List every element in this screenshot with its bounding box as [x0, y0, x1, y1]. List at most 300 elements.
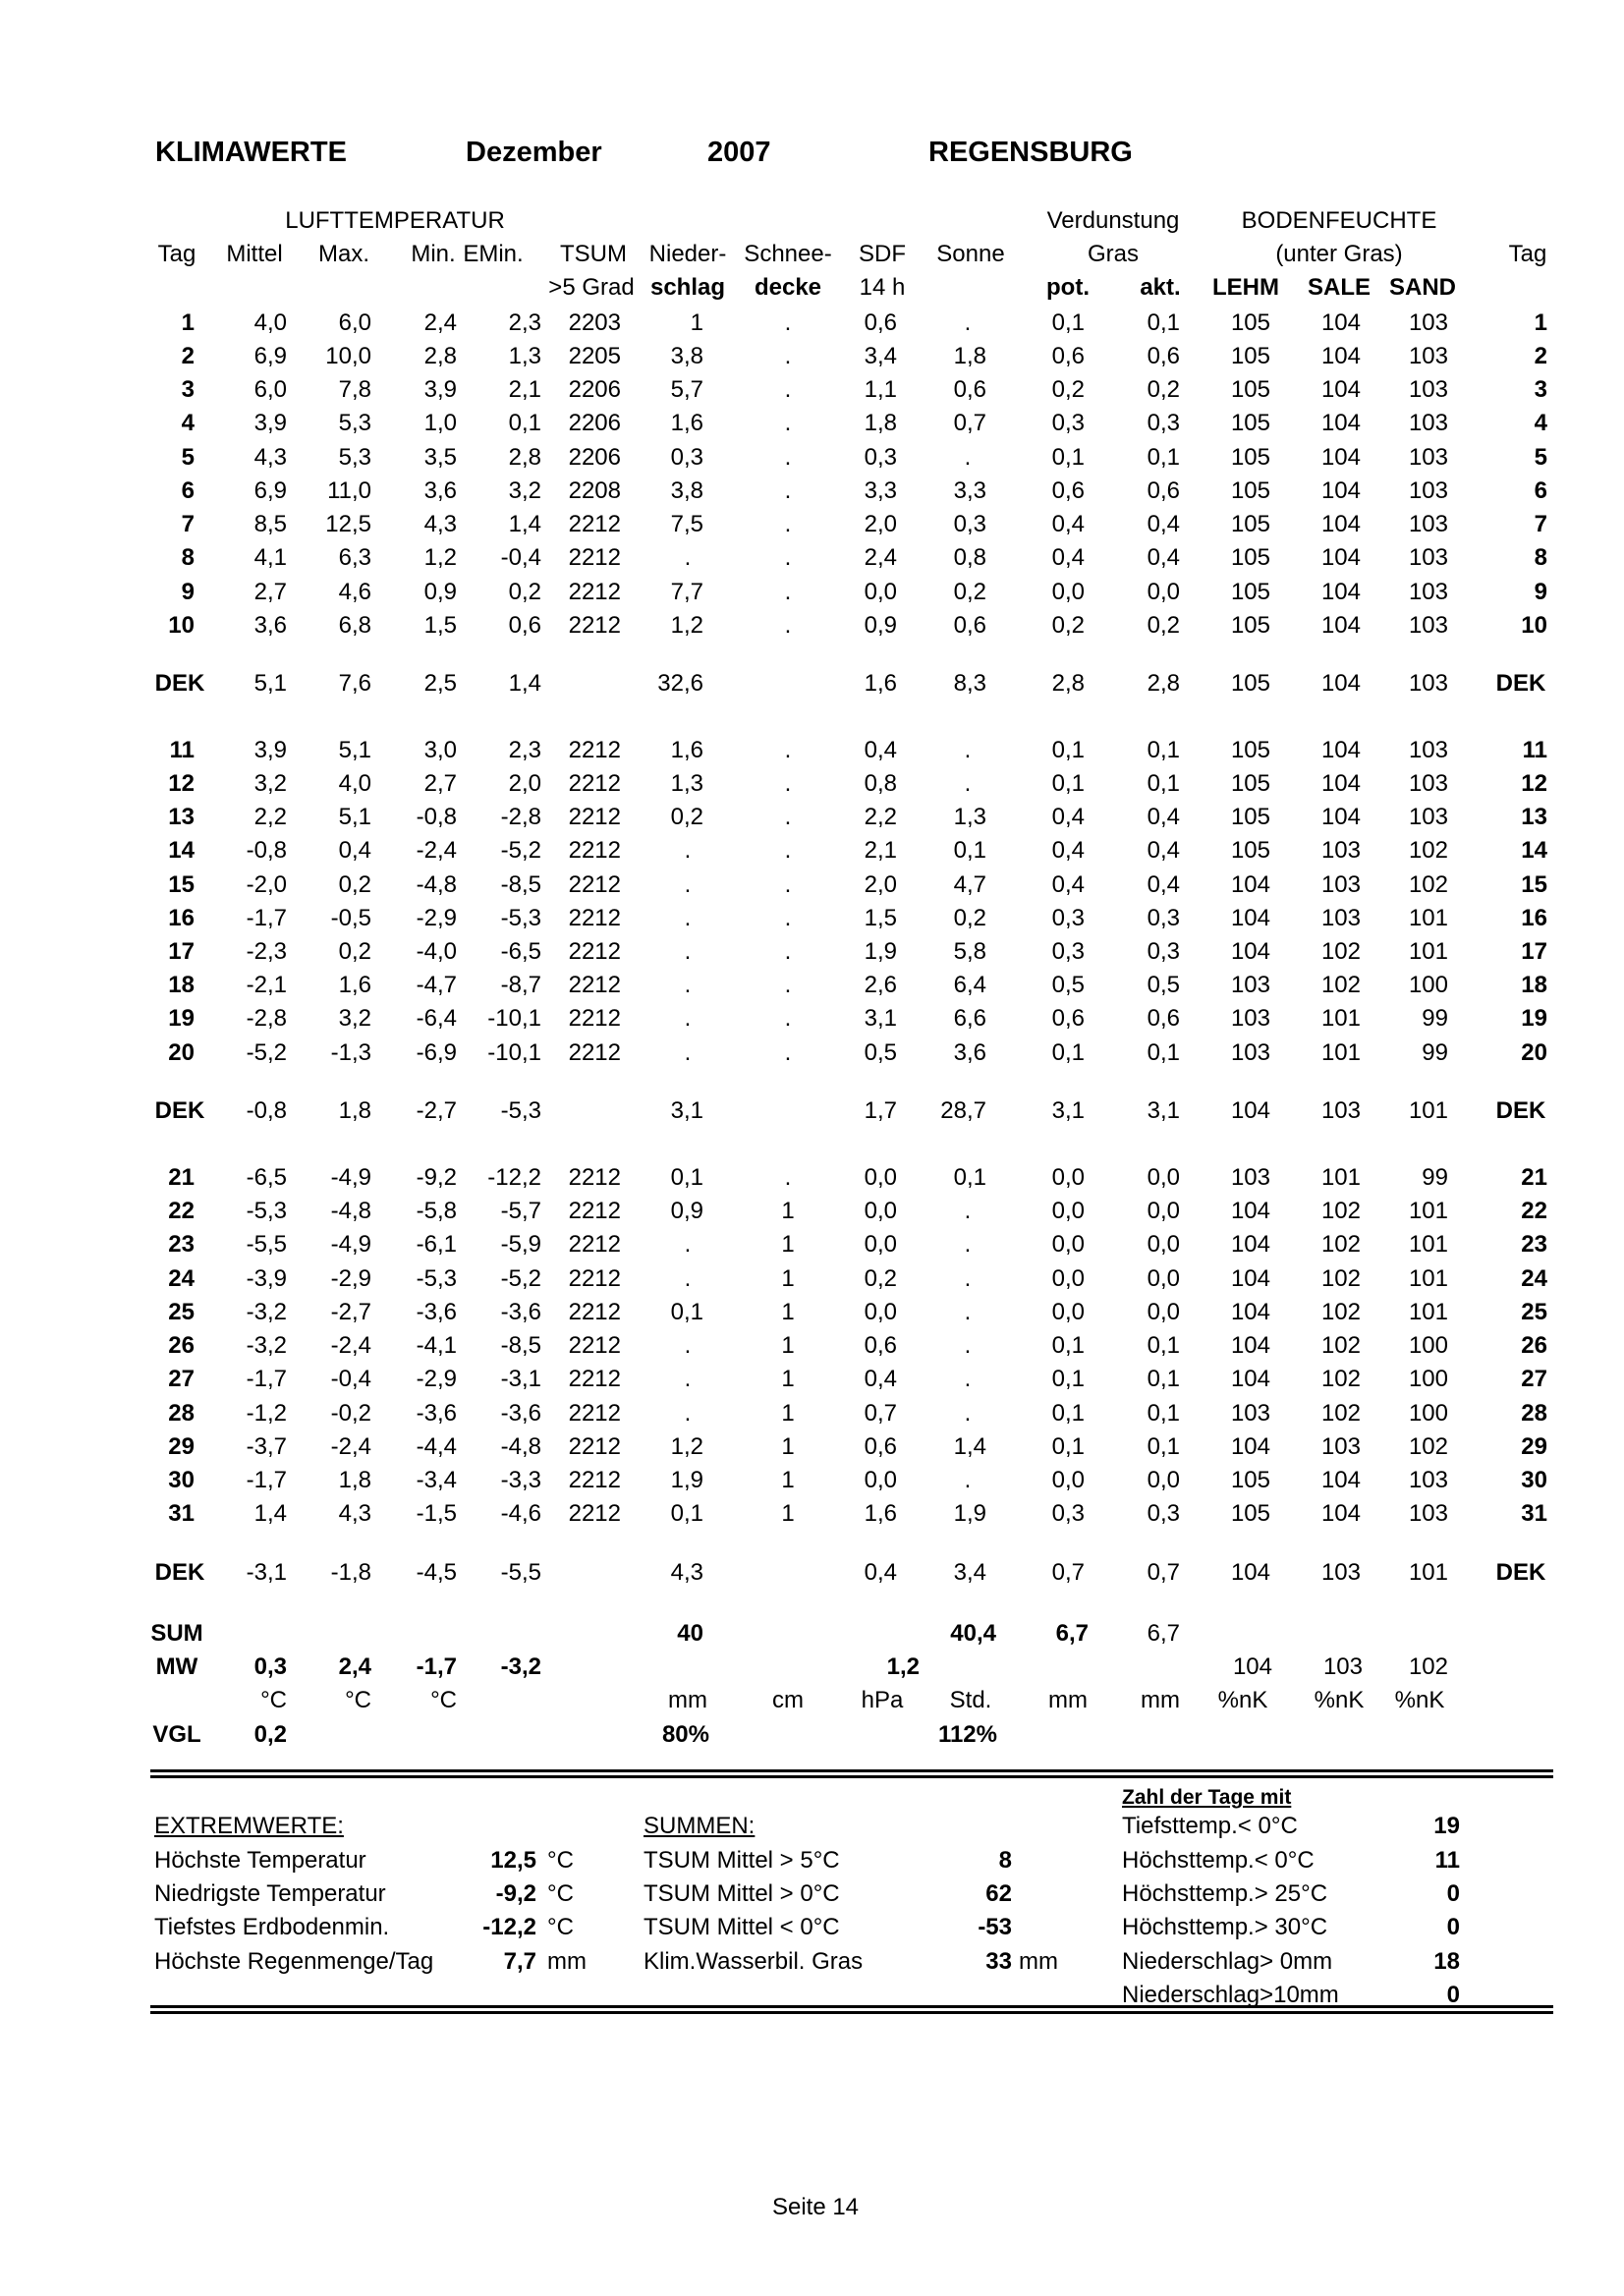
cell-min: -4,8 [416, 871, 457, 898]
cell-sonne: . [964, 1467, 972, 1493]
cell-sdf: 1,8 [864, 410, 897, 436]
cell-lehm: 105 [1230, 804, 1270, 830]
cell-verdunstung-akt: 0,3 [1147, 410, 1180, 436]
cell-verdunstung-pot: 0,2 [1051, 612, 1085, 639]
cell-tag-right: 4 [1534, 410, 1547, 436]
cell-mittel: -1,2 [246, 1400, 287, 1427]
cell-mittel: -1,7 [246, 1467, 287, 1493]
cell-tag: 16 [168, 905, 195, 931]
cell-sonne: 0,8 [953, 544, 986, 571]
cell-tag: 3 [181, 376, 195, 403]
unit-sdf: hPa [861, 1687, 904, 1713]
cell-min: -6,4 [416, 1005, 457, 1032]
cell-niederschlag: 0,1 [670, 1299, 703, 1325]
cell-verdunstung-pot: 0,6 [1051, 477, 1085, 504]
header-unter-gras: (unter Gras) [1275, 241, 1403, 267]
cell-lehm: 104 [1230, 938, 1270, 965]
cell-lehm: 104 [1230, 1265, 1270, 1292]
cell-tag-right: 14 [1521, 837, 1547, 864]
cell-sand: 103 [1408, 737, 1448, 763]
cell-schneedecke: . [784, 376, 792, 403]
cell-sale: 102 [1320, 1231, 1361, 1258]
cell-sand: 99 [1422, 1164, 1448, 1191]
summen-value: 62 [985, 1880, 1012, 1907]
header-min: Min. [411, 241, 456, 267]
cell-sdf: 0,6 [864, 1433, 897, 1460]
header-group-lufttemperatur: LUFTTEMPERATUR [285, 207, 505, 234]
page-number: Seite 14 [771, 2194, 860, 2220]
cell-verdunstung-pot: 0,1 [1051, 1433, 1085, 1460]
cell-tag-right: DEK [1495, 1097, 1546, 1124]
cell-verdunstung-akt: 0,0 [1147, 1299, 1180, 1325]
cell-tag: 24 [168, 1265, 195, 1292]
header-schnee: Schnee- [744, 241, 832, 267]
extremwert-label: Höchste Temperatur [154, 1847, 366, 1874]
cell-sand: 103 [1408, 1500, 1448, 1527]
cell-sale: 102 [1320, 1400, 1361, 1427]
cell-niederschlag: 5,7 [670, 376, 703, 403]
cell-emin: 2,3 [508, 309, 541, 336]
cell-sand: 103 [1408, 376, 1448, 403]
cell-tag: 13 [168, 804, 195, 830]
extremwert-unit: °C [547, 1880, 574, 1907]
cell-sonne: . [964, 1265, 972, 1292]
cell-niederschlag: 32,6 [657, 670, 703, 697]
cell-niederschlag: . [684, 938, 692, 965]
cell-tag-right: 2 [1534, 343, 1547, 369]
cell-verdunstung-akt: 0,0 [1147, 1467, 1180, 1493]
cell-sonne: 5,8 [953, 938, 986, 965]
cell-tag: 8 [181, 544, 195, 571]
cell-sdf: 0,0 [864, 1198, 897, 1224]
cell-sand: 103 [1408, 410, 1448, 436]
cell-sale: 102 [1320, 1366, 1361, 1392]
cell-sale: 104 [1320, 410, 1361, 436]
cell-mittel: -3,1 [246, 1559, 287, 1586]
cell-sdf: 0,6 [864, 1332, 897, 1359]
cell-lehm: 104 [1230, 1299, 1270, 1325]
cell-sdf: 0,4 [864, 1559, 897, 1586]
cell-min: 2,5 [423, 670, 457, 697]
cell-sdf: 2,0 [864, 871, 897, 898]
cell-max: 11,0 [327, 477, 371, 504]
cell-tag: 22 [168, 1198, 195, 1224]
cell-verdunstung-akt: 0,3 [1147, 1500, 1180, 1527]
cell-verdunstung-pot: 0,6 [1051, 1005, 1085, 1032]
cell-min: 3,0 [423, 737, 457, 763]
extremwert-label: Tiefstes Erdbodenmin. [154, 1914, 390, 1940]
cell-tag-right: 16 [1521, 905, 1547, 931]
cell-verdunstung-pot: 3,1 [1051, 1097, 1085, 1124]
cell-verdunstung-pot: 0,5 [1051, 972, 1085, 998]
cell-niederschlag: 3,8 [670, 477, 703, 504]
cell-lehm: 103 [1230, 972, 1270, 998]
cell-niederschlag: . [684, 1265, 692, 1292]
cell-lehm: 103 [1230, 1039, 1270, 1066]
cell-lehm: 105 [1230, 770, 1270, 797]
cell-sdf: 1,1 [864, 376, 897, 403]
cell-verdunstung-akt: 0,4 [1147, 804, 1180, 830]
cell-max: 0,2 [338, 871, 371, 898]
cell-sdf: 0,3 [864, 444, 897, 471]
cell-mittel: 5,1 [253, 670, 287, 697]
cell-sale: 104 [1320, 670, 1361, 697]
cell-niederschlag: 1,6 [670, 737, 703, 763]
summen-value: 8 [998, 1847, 1012, 1874]
zahl-der-tage-heading: Zahl der Tage mit [1122, 1786, 1292, 1809]
summen-value: -53 [978, 1914, 1012, 1940]
cell-sand: 101 [1408, 1559, 1448, 1586]
cell-sale: 101 [1320, 1164, 1361, 1191]
cell-sale: 104 [1320, 343, 1361, 369]
cell-sdf: 0,9 [864, 612, 897, 639]
cell-sand: 101 [1408, 1265, 1448, 1292]
cell-min: -3,6 [416, 1299, 457, 1325]
cell-niederschlag: 4,3 [670, 1559, 703, 1586]
cell-niederschlag: . [684, 871, 692, 898]
cell-sand: 103 [1408, 670, 1448, 697]
cell-schneedecke: . [784, 972, 792, 998]
cell-schneedecke: . [784, 444, 792, 471]
cell-max: -0,4 [330, 1366, 371, 1392]
cell-verdunstung-akt: 0,4 [1147, 871, 1180, 898]
cell-tsum: 2212 [568, 1332, 621, 1359]
cell-lehm: 105 [1230, 1500, 1270, 1527]
cell-niederschlag: 1,2 [670, 1433, 703, 1460]
header-tag-right: Tag [1508, 241, 1547, 267]
cell-tag: 23 [168, 1231, 195, 1258]
cell-tag: 18 [168, 972, 195, 998]
tage-label: Höchsttemp.> 25°C [1122, 1880, 1328, 1907]
cell-tsum: 2212 [568, 972, 621, 998]
cell-sale: 102 [1320, 938, 1361, 965]
summen-label: TSUM Mittel < 0°C [644, 1914, 840, 1940]
cell-min: 1,0 [423, 410, 457, 436]
cell-tsum: 2208 [568, 477, 621, 504]
cell-tag-right: 26 [1521, 1332, 1547, 1359]
cell-tag-right: 27 [1521, 1366, 1547, 1392]
cell-verdunstung-akt: 0,1 [1147, 1039, 1180, 1066]
cell-schneedecke: . [784, 511, 792, 537]
cell-tag: 14 [168, 837, 195, 864]
cell-sale: 101 [1320, 1005, 1361, 1032]
cell-emin: 2,0 [508, 770, 541, 797]
cell-tag: 26 [168, 1332, 195, 1359]
cell-niederschlag: 7,5 [670, 511, 703, 537]
cell-min: 1,5 [423, 612, 457, 639]
sum-verdunstung-akt: 6,7 [1147, 1620, 1180, 1647]
cell-tag: 15 [168, 871, 195, 898]
cell-schneedecke: 1 [781, 1400, 795, 1427]
cell-emin: 0,2 [508, 579, 541, 605]
cell-sand: 103 [1408, 343, 1448, 369]
cell-verdunstung-pot: 0,4 [1051, 511, 1085, 537]
cell-sale: 104 [1320, 444, 1361, 471]
cell-verdunstung-pot: 0,1 [1051, 1039, 1085, 1066]
header-nieder: Nieder- [648, 241, 727, 267]
cell-emin: -5,7 [500, 1198, 541, 1224]
cell-tag-right: 23 [1521, 1231, 1547, 1258]
extremwert-unit: °C [547, 1914, 574, 1940]
cell-niederschlag: 1 [690, 309, 703, 336]
cell-verdunstung-pot: 0,0 [1051, 1231, 1085, 1258]
cell-verdunstung-pot: 0,1 [1051, 309, 1085, 336]
cell-sonne: 0,1 [953, 1164, 986, 1191]
cell-verdunstung-pot: 0,1 [1051, 770, 1085, 797]
cell-niederschlag: . [684, 972, 692, 998]
cell-tag: 28 [168, 1400, 195, 1427]
cell-tag: DEK [154, 1097, 205, 1124]
cell-sonne: 3,4 [953, 1559, 986, 1586]
cell-niederschlag: 0,9 [670, 1198, 703, 1224]
cell-sand: 102 [1408, 1433, 1448, 1460]
cell-max: 5,3 [338, 410, 371, 436]
cell-emin: 0,1 [508, 410, 541, 436]
cell-min: -3,4 [416, 1467, 457, 1493]
cell-tsum: 2212 [568, 511, 621, 537]
cell-tag-right: 13 [1521, 804, 1547, 830]
cell-mittel: -0,8 [246, 1097, 287, 1124]
cell-min: 1,2 [423, 544, 457, 571]
cell-lehm: 104 [1230, 1097, 1270, 1124]
cell-min: 0,9 [423, 579, 457, 605]
summen-value: 33 [985, 1948, 1012, 1975]
cell-sale: 104 [1320, 1500, 1361, 1527]
cell-max: -0,2 [330, 1400, 371, 1427]
extremwert-value: -9,2 [495, 1880, 536, 1907]
cell-lehm: 105 [1230, 444, 1270, 471]
cell-min: -2,9 [416, 905, 457, 931]
cell-verdunstung-akt: 0,6 [1147, 477, 1180, 504]
cell-sand: 100 [1408, 972, 1448, 998]
document-title: KLIMAWERTE [155, 137, 347, 168]
cell-tag-right: DEK [1495, 670, 1546, 697]
cell-mittel: 2,7 [253, 579, 287, 605]
cell-niederschlag: 0,2 [670, 804, 703, 830]
cell-verdunstung-akt: 0,1 [1147, 1400, 1180, 1427]
header-emin: EMin. [463, 241, 524, 267]
cell-tag-right: 18 [1521, 972, 1547, 998]
cell-schneedecke: 1 [781, 1198, 795, 1224]
cell-sale: 104 [1320, 1467, 1361, 1493]
cell-emin: -3,3 [500, 1467, 541, 1493]
cell-sand: 101 [1408, 1198, 1448, 1224]
cell-max: 7,6 [338, 670, 371, 697]
cell-tag: 1 [181, 309, 195, 336]
cell-niederschlag: 1,3 [670, 770, 703, 797]
cell-mittel: -2,8 [246, 1005, 287, 1032]
cell-sand: 101 [1408, 938, 1448, 965]
cell-sale: 102 [1320, 1332, 1361, 1359]
cell-emin: -10,1 [487, 1039, 541, 1066]
cell-tag-right: 15 [1521, 871, 1547, 898]
cell-sand: 101 [1408, 1097, 1448, 1124]
cell-emin: -0,4 [500, 544, 541, 571]
cell-min: -5,3 [416, 1265, 457, 1292]
cell-sdf: 2,0 [864, 511, 897, 537]
cell-emin: -4,8 [500, 1433, 541, 1460]
divider-bottom-1 [150, 2005, 1553, 2008]
cell-sand: 103 [1408, 1467, 1448, 1493]
cell-tsum: 2212 [568, 544, 621, 571]
cell-verdunstung-akt: 0,4 [1147, 837, 1180, 864]
cell-verdunstung-pot: 0,0 [1051, 1467, 1085, 1493]
cell-emin: -5,3 [500, 1097, 541, 1124]
cell-tag: 7 [181, 511, 195, 537]
mw-max: 2,4 [338, 1653, 371, 1680]
cell-tsum: 2212 [568, 737, 621, 763]
cell-sonne: 4,7 [953, 871, 986, 898]
cell-tsum: 2212 [568, 1467, 621, 1493]
tage-value: 0 [1446, 1914, 1460, 1940]
header-tsum: TSUM [560, 241, 627, 267]
cell-mittel: 4,0 [253, 309, 287, 336]
cell-tag: 2 [181, 343, 195, 369]
cell-tsum: 2205 [568, 343, 621, 369]
cell-lehm: 105 [1230, 579, 1270, 605]
header-decke: decke [754, 274, 822, 301]
cell-sdf: 0,2 [864, 1265, 897, 1292]
cell-tag-right: 3 [1534, 376, 1547, 403]
cell-min: 4,3 [423, 511, 457, 537]
cell-tsum: 2206 [568, 376, 621, 403]
cell-sonne: 1,3 [953, 804, 986, 830]
cell-tag-right: 5 [1534, 444, 1547, 471]
divider-top-2 [150, 1775, 1553, 1778]
cell-tag-right: 20 [1521, 1039, 1547, 1066]
header-lehm: LEHM [1212, 274, 1279, 301]
cell-lehm: 104 [1230, 1559, 1270, 1586]
header-sdf: SDF [859, 241, 906, 267]
cell-sonne: 0,6 [953, 376, 986, 403]
cell-tsum: 2212 [568, 871, 621, 898]
cell-verdunstung-pot: 0,0 [1051, 1198, 1085, 1224]
cell-sale: 104 [1320, 612, 1361, 639]
cell-sand: 103 [1408, 770, 1448, 797]
cell-niederschlag: . [684, 905, 692, 931]
cell-tag: 19 [168, 1005, 195, 1032]
cell-sonne: 0,7 [953, 410, 986, 436]
cell-mittel: 4,1 [253, 544, 287, 571]
cell-tag-right: 9 [1534, 579, 1547, 605]
cell-lehm: 104 [1230, 1231, 1270, 1258]
cell-verdunstung-pot: 0,4 [1051, 804, 1085, 830]
header-14h: 14 h [859, 274, 906, 301]
header-gras: Gras [1087, 241, 1140, 267]
tage-value: 11 [1434, 1847, 1460, 1874]
cell-sand: 99 [1422, 1005, 1448, 1032]
cell-lehm: 105 [1230, 511, 1270, 537]
cell-min: -2,7 [416, 1097, 457, 1124]
header-sale: SALE [1307, 274, 1372, 301]
cell-tag-right: 12 [1521, 770, 1547, 797]
cell-niederschlag: 1,6 [670, 410, 703, 436]
cell-sand: 100 [1408, 1332, 1448, 1359]
unit-pot: mm [1048, 1687, 1088, 1713]
cell-niederschlag: 0,1 [670, 1500, 703, 1527]
cell-lehm: 103 [1230, 1005, 1270, 1032]
report-month: Dezember [466, 137, 602, 168]
cell-niederschlag: 3,1 [670, 1097, 703, 1124]
cell-schneedecke: 1 [781, 1332, 795, 1359]
cell-sonne: 0,2 [953, 579, 986, 605]
cell-min: -5,8 [416, 1198, 457, 1224]
cell-max: -2,4 [330, 1332, 371, 1359]
cell-min: -1,5 [416, 1500, 457, 1527]
cell-lehm: 103 [1230, 1164, 1270, 1191]
cell-min: -2,9 [416, 1366, 457, 1392]
cell-verdunstung-akt: 0,1 [1147, 1332, 1180, 1359]
cell-verdunstung-pot: 0,3 [1051, 410, 1085, 436]
cell-sdf: 3,4 [864, 343, 897, 369]
cell-tag: DEK [154, 670, 205, 697]
header-group-bodenfeuchte: BODENFEUCHTE [1241, 207, 1437, 234]
cell-sonne: 1,9 [953, 1500, 986, 1527]
cell-max: 6,0 [338, 309, 371, 336]
cell-tsum: 2212 [568, 1400, 621, 1427]
cell-verdunstung-akt: 0,2 [1147, 376, 1180, 403]
tage-label: Tiefsttemp.< 0°C [1122, 1813, 1298, 1839]
cell-emin: -2,8 [500, 804, 541, 830]
cell-emin: 1,4 [508, 670, 541, 697]
cell-sonne: . [964, 1231, 972, 1258]
cell-sand: 99 [1422, 1039, 1448, 1066]
cell-verdunstung-pot: 0,1 [1051, 1400, 1085, 1427]
header-sand: SAND [1388, 274, 1457, 301]
cell-verdunstung-pot: 0,3 [1051, 1500, 1085, 1527]
cell-mittel: 3,2 [253, 770, 287, 797]
header-max: Max. [317, 241, 370, 267]
cell-sonne: 28,7 [940, 1097, 986, 1124]
cell-mittel: -3,7 [246, 1433, 287, 1460]
cell-mittel: 3,6 [253, 612, 287, 639]
cell-sand: 101 [1408, 905, 1448, 931]
cell-sand: 101 [1408, 1231, 1448, 1258]
cell-tag-right: 30 [1521, 1467, 1547, 1493]
cell-sdf: 1,9 [864, 938, 897, 965]
cell-verdunstung-akt: 0,0 [1147, 1198, 1180, 1224]
cell-min: -4,0 [416, 938, 457, 965]
unit-mittel: °C [260, 1687, 287, 1713]
divider-bottom-2 [150, 2011, 1553, 2014]
cell-emin: 2,3 [508, 737, 541, 763]
cell-niederschlag: . [684, 1039, 692, 1066]
cell-emin: -6,5 [500, 938, 541, 965]
cell-sonne: 6,6 [953, 1005, 986, 1032]
cell-sdf: 3,3 [864, 477, 897, 504]
cell-verdunstung-pot: 0,4 [1051, 544, 1085, 571]
cell-min: -3,6 [416, 1400, 457, 1427]
cell-tag-right: 6 [1534, 477, 1547, 504]
cell-tag: 31 [168, 1500, 195, 1527]
cell-lehm: 105 [1230, 410, 1270, 436]
cell-mittel: 2,2 [253, 804, 287, 830]
cell-sand: 102 [1408, 871, 1448, 898]
report-year: 2007 [707, 137, 771, 168]
cell-max: 6,8 [338, 612, 371, 639]
cell-niederschlag: 0,3 [670, 444, 703, 471]
cell-sdf: 0,4 [864, 737, 897, 763]
cell-tag-right: 22 [1521, 1198, 1547, 1224]
cell-mittel: -3,9 [246, 1265, 287, 1292]
cell-max: 6,3 [338, 544, 371, 571]
tage-value: 19 [1433, 1813, 1460, 1839]
cell-tsum: 2212 [568, 1299, 621, 1325]
cell-sale: 104 [1320, 511, 1361, 537]
cell-sonne: . [964, 737, 972, 763]
cell-verdunstung-akt: 3,1 [1147, 1097, 1180, 1124]
cell-schneedecke: . [784, 1164, 792, 1191]
